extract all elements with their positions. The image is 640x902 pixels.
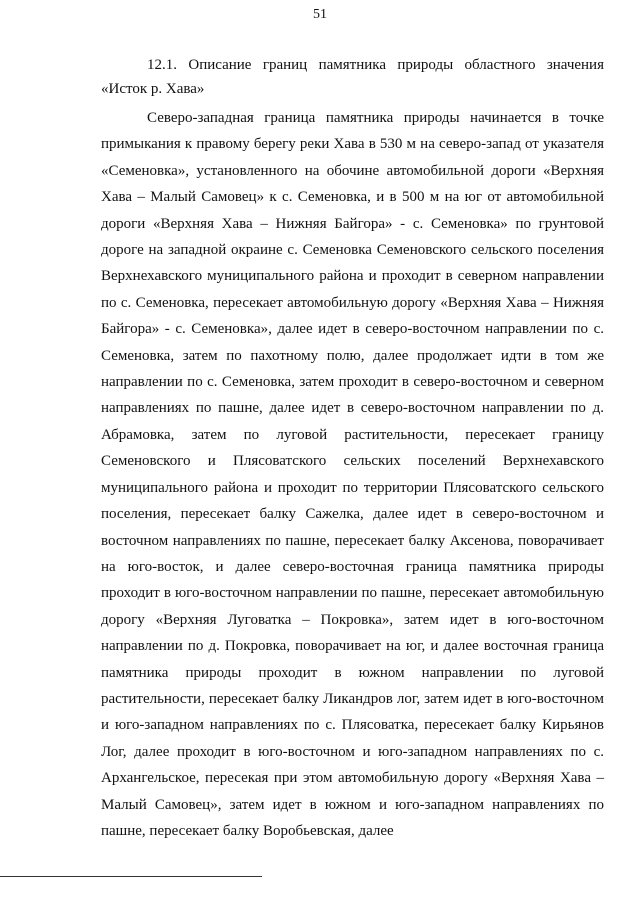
page-number: 51 xyxy=(313,7,327,22)
body-text xyxy=(101,105,604,845)
section-heading: 12.1. Описание границ памятника природы областного значения «Исток р. Хава» xyxy=(101,57,604,97)
paragraph: Северо-западная граница памятника природы начинается в точке примыкания к правому берегу реки Хава в 530 м на северо-запад от указателя «Семеновка», установленного на обочине автомобильной дороги «Верхняя Хава – Малый Самовец» к с. Семеновка, и в 500 м на юг от автомобильной дороги «Верхняя Хава – Нижняя Байгора» - с. Семеновка» по грунтовой дороге на западной окраине с. Семеновка Семеновского сельского поселения Верхнехавского муниципального района и проходит в северном направлении по с. Семеновка, пересекает автомобильную дорогу «Верхняя Хава – Нижняя Байгора» - с. Семеновка», далее идет в северо-восточном направлении по с. Семеновка, затем по пахотному полю, далее продолжает идти в том же направлении по с. Семеновка, затем проходит в северо-восточном и северном направлениях по пашне, далее идет в северо-восточном направлении по д. Абрамовка, затем по луговой растительности, пересекает границу Семеновского и Плясоватского сельских поселений Верхнехавского муниципального района и проходит по территории Плясоватского сельского поселения, пересекает балку Сажелка, далее идет в северо-восточном и восточном направлениях по пашне, пересекает балку Аксенова, поворачивает на юго-восток, и далее северо-восточная граница памятника природы проходит в юго-восточном направлении по пашне, пересекает автомобильную дорогу «Верхняя Луговатка – Покровка», затем идет в юго-восточном направлении по д. Покровка, поворачивает на юг, и далее восточная граница памятника природы проходит в южном направлении по луговой растительности, пересекает балку Ликандров лог, затем идет в юго-восточном и юго-западном направлениях по с. Плясоватка, пересекает балку Кирьянов Лог, далее проходит в юго-восточном и юго-западном направлениях по с. Архангельское, пересекая при этом автомобильную дорогу «Верхняя Хава – Малый Самовец», затем идет в южном и юго-западном направлениях по пашне, пересекает балку Воробьевская, далее xyxy=(101,110,604,839)
footer-rule xyxy=(0,876,262,877)
